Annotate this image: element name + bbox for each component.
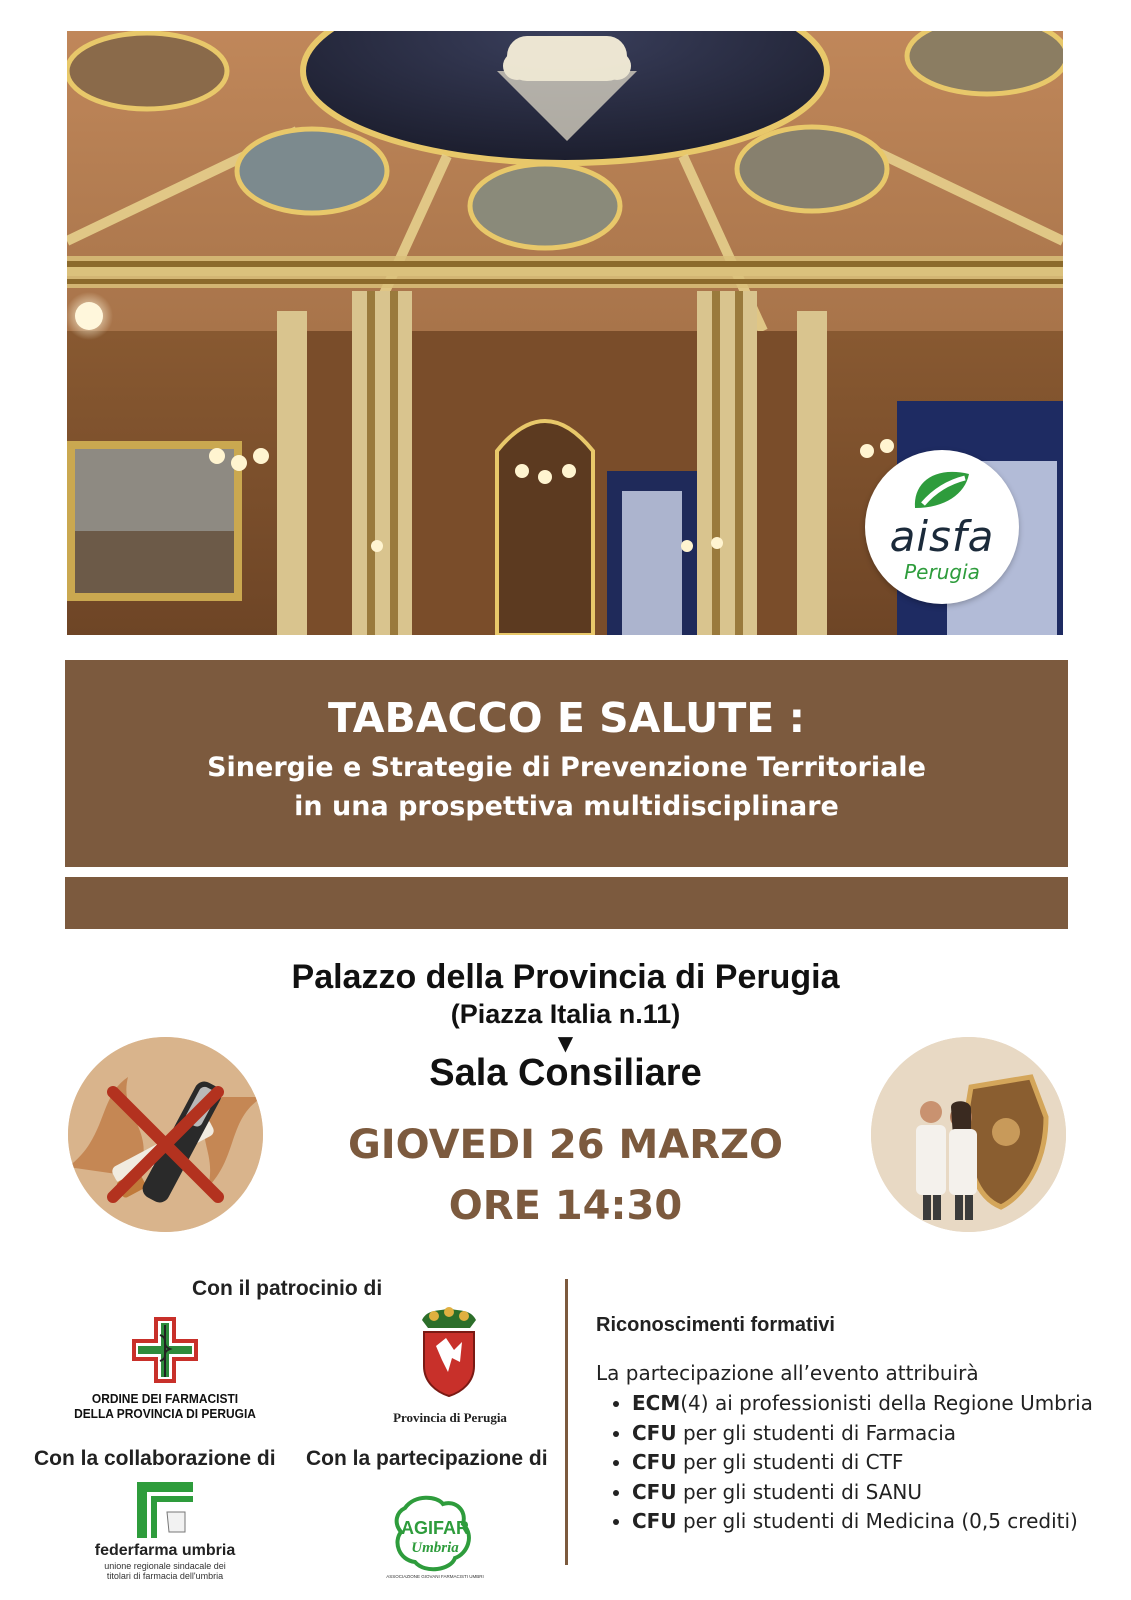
credits-list xyxy=(612,1389,1093,1537)
credit-item: • CFU per gli studenti di SANU xyxy=(632,1478,1093,1508)
down-arrow-icon: ▼ xyxy=(557,1031,574,1055)
title-band xyxy=(65,660,1068,867)
pharmacist-cross-icon xyxy=(130,1315,200,1385)
venue-building: Palazzo della Provincia di Perugia xyxy=(291,958,840,996)
credit-item: • CFU per gli studenti di Medicina (0,5 crediti) xyxy=(632,1507,1093,1537)
agifar-region: Umbria xyxy=(411,1540,459,1556)
aisfa-logo xyxy=(865,450,1019,604)
provincia-label: Provincia di Perugia xyxy=(393,1410,507,1425)
decorative-band xyxy=(65,877,1068,929)
venue-room: Sala Consiliare xyxy=(429,1052,702,1094)
no-smoking-image xyxy=(68,1037,263,1232)
agifar-name: AGIFAR xyxy=(400,1518,470,1538)
event-time: ORE 14:30 xyxy=(448,1183,683,1229)
aisfa-brand: aisfa xyxy=(889,512,995,561)
federfarma-tagline: unione regionale sindacale dei titolari di farmacia dell'umbria xyxy=(104,1561,226,1581)
event-subtitle-line1: Sinergie e Strategie di Prevenzione Territoriale xyxy=(207,752,926,783)
doctors-shield-image xyxy=(871,1037,1066,1232)
credits-title: Riconoscimenti formativi xyxy=(596,1314,835,1336)
collaboration-label: Con la collaborazione di xyxy=(34,1447,276,1470)
credit-item: • CFU per gli studenti di CTF xyxy=(632,1448,1093,1478)
credit-item: • CFU per gli studenti di Farmacia xyxy=(632,1419,1093,1449)
credits-intro: La partecipazione all’evento attribuirà xyxy=(596,1361,979,1385)
ordine-farmacisti-label: ORDINE DEI FARMACISTI DELLA PROVINCIA DI PERUGIA xyxy=(74,1391,256,1421)
provincia-crest-icon xyxy=(414,1306,484,1402)
federfarma-name: federfarma umbria xyxy=(94,1542,236,1559)
event-title: TABACCO E SALUTE : xyxy=(328,694,805,742)
federfarma-cross-icon xyxy=(137,1482,193,1538)
participation-label: Con la partecipazione di xyxy=(306,1447,548,1470)
vertical-divider xyxy=(565,1279,568,1565)
credit-item: • ECM(4) ai professionisti della Regione Umbria xyxy=(632,1389,1093,1419)
aisfa-city: Perugia xyxy=(904,560,980,584)
agifar-tagline: ASSOCIAZIONE GIOVANI FARMACISTI UMBRI xyxy=(386,1574,484,1579)
patronage-label: Con il patrocinio di xyxy=(192,1277,383,1300)
agifar-logo xyxy=(385,1490,485,1582)
event-subtitle-line2: in una prospettiva multidisciplinare xyxy=(294,791,839,822)
venue-address: (Piazza Italia n.11) xyxy=(450,999,681,1029)
event-date: GIOVEDI 26 MARZO xyxy=(347,1122,784,1168)
